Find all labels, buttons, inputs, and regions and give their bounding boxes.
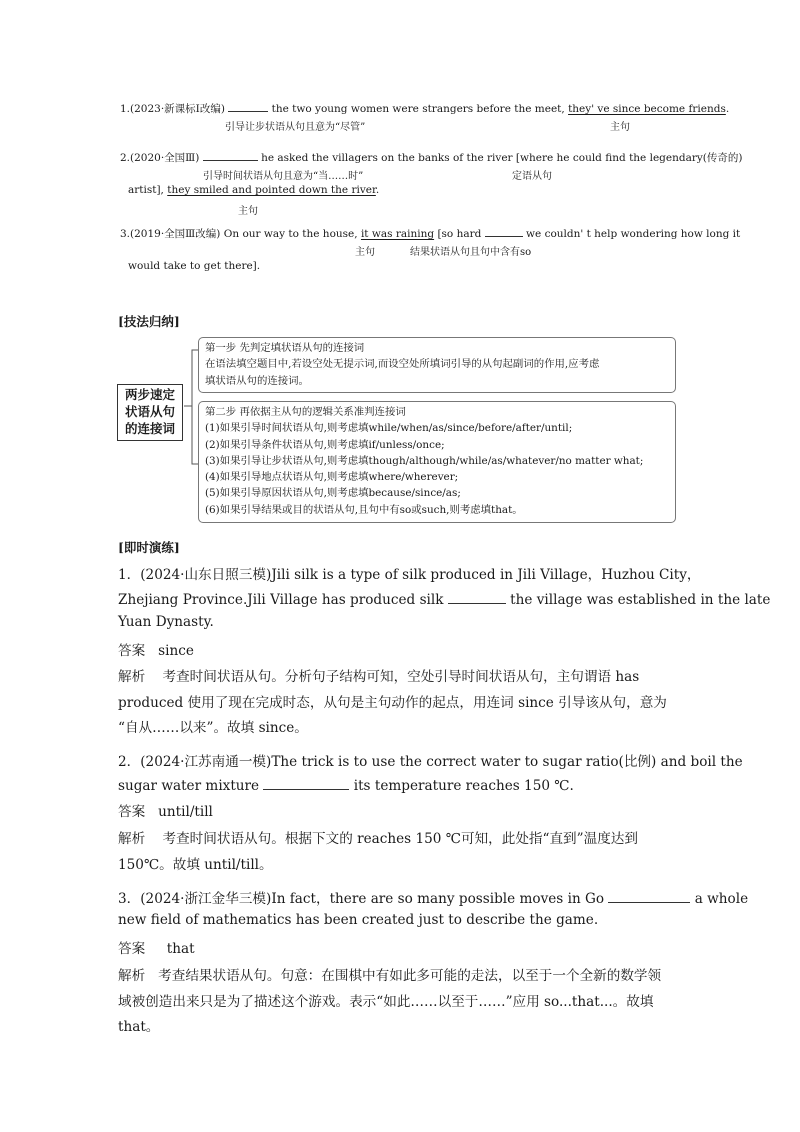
step-1-title: 第一步 先判定填状语从句的连接词 — [205, 342, 365, 354]
answer-label: 答案 — [118, 643, 146, 659]
practice-3-line-1-post: a whole — [694, 891, 749, 907]
example-1-end: . — [725, 103, 730, 115]
step-2-box — [198, 401, 676, 523]
practice-header: [即时演练] — [118, 540, 180, 555]
example-2-mid: he asked the villagers on the banks of the river [where he could find the legendary(传奇的) — [261, 152, 743, 164]
example-1-blank — [228, 101, 268, 112]
step-2-rule-5: (5)如果引导原因状语从句,则考虑填because/since/as; — [205, 487, 461, 500]
step-2-title: 第二步 再依据主从句的逻辑关系准判连接词 — [205, 406, 406, 418]
example-2-end: . — [375, 184, 380, 196]
practice-2-line-2-post: its temperature reaches 150 ℃. — [353, 778, 574, 794]
practice-1-analysis-1 — [118, 665, 639, 685]
step-1-line-2: 填状语从句的连接词。 — [205, 374, 309, 387]
example-1-mid: the two young women were strangers before the meet, — [271, 103, 565, 115]
example-3-main-clause: it was raining — [360, 228, 435, 240]
step-2-rule-6: (6)如果引导结果或目的状语从句,且句中有so或such,则考虑填that。 — [205, 503, 523, 516]
example-3-note-main: 主句 — [355, 247, 375, 258]
example-3-prefix: 3.(2019·全国Ⅲ改编) On our way to the house, — [120, 228, 358, 240]
practice-1-line-1: 1．(2024·山东日照三模)Jili silk is a type of silk produced in Jili Village，Huzhou City， — [118, 567, 701, 583]
example-3-mid2: we couldn' t help wondering how long it — [526, 228, 741, 240]
summary-label — [117, 384, 183, 441]
example-2-note-time: 引导时间状语从句且意为“当……时” — [203, 171, 364, 182]
practice-3-answer — [118, 937, 195, 957]
practice-2-line-1: 2．(2024·江苏南通一模)The trick is to use the correct water to sugar ratio(比例) and boil the — [118, 754, 743, 770]
example-2-prefix: 2.(2020·全国Ⅲ) — [120, 152, 200, 164]
step-1-line-1: 在语法填空题目中,若设空处无提示词,而设空处所填词引导的从句起副词的作用,应考虑 — [205, 358, 600, 371]
practice-2-line-2-pre: sugar water mixture — [118, 778, 260, 794]
example-1-line — [120, 101, 729, 116]
practice-2-blank — [263, 775, 349, 790]
summary-label-line-1: 两步速定 — [124, 387, 175, 402]
practice-3-line-1-pre: 3．(2024·浙江金华三模)In fact，there are so many possible moves in Go — [118, 891, 605, 907]
practice-1-line-3: Yuan Dynasty. — [118, 614, 214, 630]
example-3-mid: [so hard — [437, 228, 482, 240]
practice-1-line-2 — [118, 589, 770, 608]
practice-2-analysis-1 — [118, 827, 638, 847]
practice-1-answer-value: since — [158, 643, 194, 659]
practice-2-answer-value: until/till — [158, 804, 213, 820]
practice-3-answer-value: that — [166, 941, 195, 957]
example-2-line-2 — [128, 184, 379, 196]
step-2-rule-4: (4)如果引导地点状语从句,则考虑填where/wherever; — [205, 471, 459, 484]
answer-label: 答案 — [118, 941, 146, 957]
example-1-main-clause: they' ve since become friends — [568, 103, 726, 115]
example-2-blank — [203, 150, 258, 161]
example-3-line-2: would take to get there]. — [128, 260, 261, 272]
step-2-rule-3: (3)如果引导让步状语从句,则考虑填though/although/while/as/whatever/no matter what; — [205, 454, 644, 467]
analysis-label: 解析 — [118, 831, 146, 847]
practice-3-analysis-text-1: 考查结果状语从句。句意：在围棋中有如此多可能的走法，以至于一个全新的数学领 — [158, 968, 662, 984]
practice-3-blank — [608, 888, 690, 903]
analysis-label: 解析 — [118, 968, 146, 984]
practice-2-analysis-text-1: 考查时间状语从句。根据下文的 reaches 150 ℃可知，此处指“直到”温度达到 — [162, 831, 638, 847]
practice-1-answer — [118, 639, 194, 659]
analysis-label: 解析 — [118, 669, 146, 685]
summary-header: [技法归纳] — [118, 314, 180, 329]
practice-1-analysis-text-1: 考查时间状语从句。分析句子结构可知，空处引导时间状语从句，主句谓语 has — [162, 669, 640, 685]
step-2-rule-1: (1)如果引导时间状语从句,则考虑填while/when/as/since/before/after/until; — [205, 422, 573, 435]
step-2-rule-2: (2)如果引导条件状语从句,则考虑填if/unless/once; — [205, 438, 445, 451]
practice-2-line-2 — [118, 775, 574, 794]
practice-3-analysis-1 — [118, 964, 661, 984]
example-1-prefix: 1.(2023·新课标Ⅰ改编) — [120, 103, 225, 115]
example-3-line — [120, 226, 740, 241]
example-2-line — [120, 150, 743, 165]
example-2-note-attributive: 定语从句 — [512, 171, 552, 182]
practice-1-analysis-2: produced 使用了现在完成时态，从句是主句动作的起点，用连词 since 引导该从句，意为 — [118, 695, 667, 711]
practice-1-analysis-3: “自从……以来”。故填 since。 — [118, 720, 308, 736]
practice-1-line-2-post: the village was established in the late — [510, 592, 771, 608]
example-2-main-clause: they smiled and pointed down the river — [167, 184, 376, 196]
example-2-line2-pre: artist], — [128, 184, 164, 196]
practice-1-line-2-pre: Zhejiang Province.Jili Village has produced silk — [118, 592, 444, 608]
practice-1-blank — [448, 589, 506, 604]
example-1-note-main: 主句 — [610, 122, 630, 133]
practice-3-line-1 — [118, 887, 748, 907]
example-3-blank — [485, 226, 523, 237]
practice-3-analysis-3: that。 — [118, 1019, 160, 1035]
example-1-note-concession: 引导让步状语从句且意为“尽管” — [225, 122, 366, 133]
step-1-box — [198, 337, 676, 393]
summary-label-line-2: 状语从句 — [124, 404, 175, 419]
answer-label: 答案 — [118, 804, 146, 820]
example-2-note-main: 主句 — [238, 206, 258, 217]
practice-2-analysis-2: 150℃。故填 until/till。 — [118, 857, 273, 873]
example-3-note-result: 结果状语从句且句中含有so — [410, 247, 532, 258]
practice-2-answer — [118, 800, 213, 820]
summary-label-line-3: 的连接词 — [124, 421, 175, 436]
practice-3-analysis-2: 域被创造出来只是为了描述这个游戏。表示“如此……以至于……”应用 so...that...。故填 — [118, 994, 654, 1010]
practice-3-line-2: new field of mathematics has been created just to describe the game. — [118, 912, 599, 928]
